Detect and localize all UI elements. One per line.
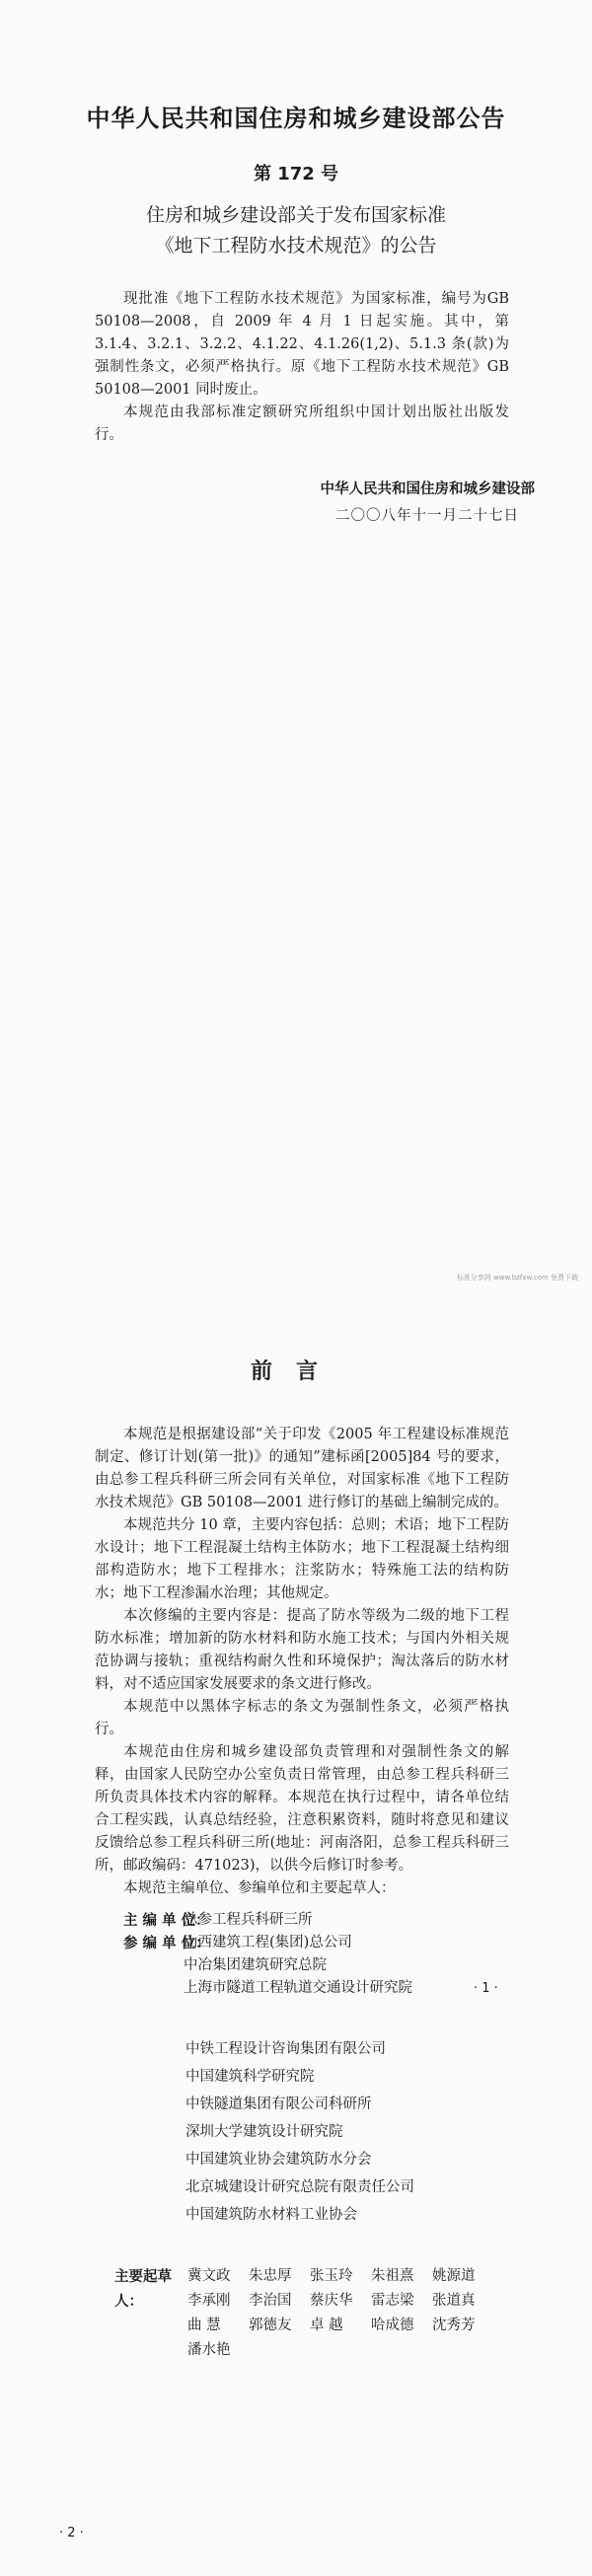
drafter-name: 沈秀芳 [432, 2318, 476, 2333]
foreword-paragraph: 本规范中以黑体字标志的条文为强制性条文，必须严格执行。 [95, 1699, 509, 1737]
participant-row [95, 1932, 529, 2000]
drafter-name: 朱祖熹 [371, 2268, 414, 2284]
drafter-name: 雷志梁 [371, 2293, 414, 2309]
participant-unit: 上海市隧道工程轨道交通设计研究院 [184, 1980, 412, 1996]
participant-unit: 中国建筑业协会建筑防水分会 [185, 2152, 372, 2168]
units-section [95, 1909, 529, 2000]
foreword-title: 前言 [250, 1360, 341, 1384]
chief-unit-label: 主 编 单 位： [123, 1912, 210, 1929]
chief-unit: 总参工程兵科研三所 [184, 1912, 313, 1928]
drafter-name: 哈成德 [371, 2318, 414, 2333]
drafter-name: 郭德友 [249, 2318, 292, 2333]
drafter-name: 蔡庆华 [310, 2293, 353, 2309]
participant-unit: 中国建筑科学研究院 [185, 2069, 315, 2085]
chief-unit-row [95, 1909, 529, 1932]
foreword-paragraph: 本规范由住房和城乡建设部负责管理和对强制性条文的解释，由国家人民防空办公室负责日常管理，由总参工程兵科研三所负责具体技术内容的解释。本规范在执行过程中，请各单位结合工程实践，认真总结经验，注意积累资料，随时将意见和建议反馈给总参工程兵科研三所(地址：河南洛阳，总参工程兵科研三所，邮政编码：471023)，以供今后修订时参考。 [95, 1744, 509, 1874]
participant-unit: 山西建筑工程(集团)总公司 [184, 1935, 352, 1950]
drafters-section [114, 2264, 529, 2363]
drafter-name: 卓 越 [310, 2318, 343, 2333]
participant-unit: 中冶集团建筑研究总院 [184, 1957, 327, 1973]
announcement-paragraph: 本规范由我部标准定额研究所组织中国计划出版社出版发行。 [95, 405, 509, 443]
watermark: 标准分享网 www.bzfxw.com 免费下载 [456, 1274, 578, 1282]
drafter-name: 李承刚 [187, 2293, 231, 2309]
announcement-issuer: 中华人民共和国住房和城乡建设部 [320, 480, 535, 497]
foreword-paragraph: 本规范是根据建设部“关于印发《2005 年工程建设标准规范制定、修订计划(第一批)》的通知”建标函[2005]84 号的要求，由总参工程兵科研三所会同有关单位，对国家标准《地下工程防水技术规范》GB 50108—2001 进行修订的基础上编制完成的。 [95, 1427, 509, 1510]
announcement-subtitle [0, 200, 592, 261]
announcement-title: 中华人民共和国住房和城乡建设部公告 [86, 105, 506, 132]
drafter-name: 李治国 [249, 2293, 292, 2309]
announcement-number: 第 172 号 [253, 164, 339, 184]
foreword-body [95, 1424, 509, 1900]
participant-list-continued [185, 2035, 521, 2229]
drafter-name: 张玉玲 [310, 2268, 353, 2284]
page-number-1: · 1 · [474, 1981, 498, 1996]
page-number-2: · 2 · [59, 2526, 84, 2540]
participant-label: 参 编 单 位： [123, 1935, 210, 1951]
drafter-name: 朱忠厚 [249, 2268, 292, 2284]
foreword-paragraph: 本规范主编单位、参编单位和主要起草人： [123, 1880, 396, 1896]
subtitle-line-2: 《地下工程防水技术规范》的公告 [155, 235, 437, 257]
drafter-name: 姚源道 [432, 2268, 476, 2284]
announcement-body [95, 288, 509, 447]
participant-unit: 中国建筑防水材料工业协会 [185, 2207, 357, 2223]
foreword-paragraph: 本规范共分 10 章，主要内容包括：总则；术语；地下工程防水设计；地下工程混凝土结构主体防水；地下工程混凝土结构细部构造防水；地下工程排水；注浆防水；特殊施工法的结构防水；地下工程渗漏水治理；其他规定。 [95, 1517, 509, 1601]
drafter-name: 潘水艳 [187, 2342, 231, 2358]
participant-unit: 深圳大学建筑设计研究院 [185, 2124, 343, 2140]
subtitle-line-1: 住房和城乡建设部关于发布国家标准 [145, 204, 446, 226]
announcement-date: 二〇〇八年十一月二十七日 [335, 508, 519, 524]
drafter-name: 张道真 [432, 2293, 476, 2309]
drafter-name: 曲 慧 [187, 2318, 221, 2333]
foreword-paragraph: 本次修编的主要内容是：提高了防水等级为二级的地下工程防水标准；增加新的防水材料和防水施工技术；与国内外相关规范协调与接轨；重视结构耐久性和环境保护；淘汰落后的防水材料，对不适应国家发展要求的条文进行修改。 [95, 1608, 509, 1692]
announcement-paragraph: 现批准《地下工程防水技术规范》为国家标准，编号为GB 50108—2008，自 2009 年 4 月 1 日起实施。其中，第 3.1.4、3.2.1、3.2.2、4.1.22、4.1.26(1,2)、5.1.3 条(款)为强制性条文，必须严格执行。原《地下工程防水技术规范》GB 50108—2001 同时废止。 [95, 291, 509, 398]
participant-unit: 中铁工程设计咨询集团有限公司 [185, 2041, 386, 2057]
drafter-name: 冀文政 [187, 2268, 231, 2284]
participant-unit: 北京城建设计研究总院有限责任公司 [185, 2179, 414, 2195]
drafters-names [187, 2264, 529, 2363]
participant-unit: 中铁隧道集团有限公司科研所 [185, 2097, 372, 2112]
drafters-label: 主要起草人： [114, 2268, 172, 2310]
